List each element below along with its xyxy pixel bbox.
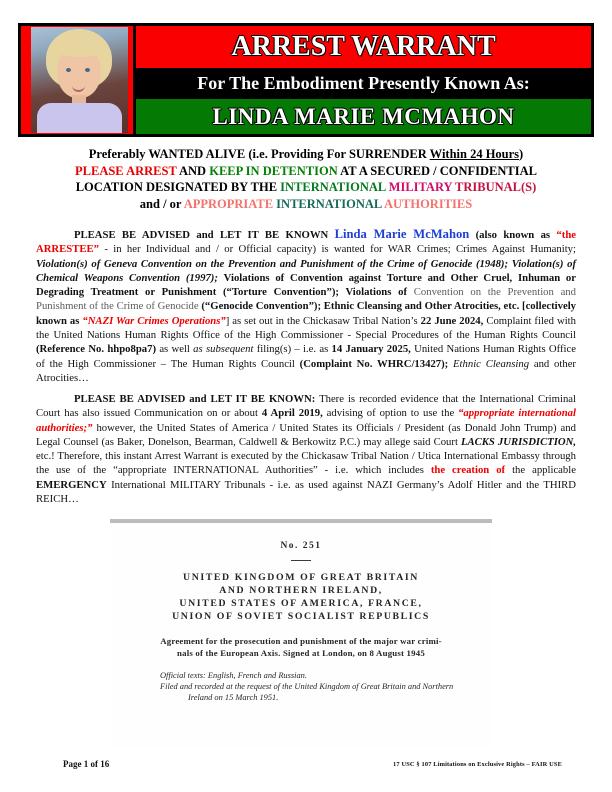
text-run: AND: [176, 163, 210, 178]
text-run: PLEASE ARREST: [75, 163, 177, 178]
portrait-eye-left: [66, 68, 71, 72]
text-run: etc.! Therefore, this instant Arrest Warrant is executed by the Chickasaw Tribal Nation / Utica International Embassy through the use of the “appropriate INTERNATIONAL Authorities” - i.e. which includes: [36, 450, 576, 477]
london-agreement-scan: [110, 519, 492, 747]
arrestee-name: LINDA MARIE MCMAHON: [136, 99, 591, 134]
text-run: AT A SECURED / CONFIDENTIAL: [337, 163, 537, 178]
page-number: Page 1 of 16: [63, 759, 110, 769]
country-line: AND NORTHERN IRELAND,: [219, 585, 383, 596]
portrait-blazer: [37, 103, 122, 133]
notice-line-2: [0, 163, 612, 180]
scan-top-edge: [110, 519, 492, 523]
scan-signatory-countries: [110, 571, 492, 623]
official-line: Official texts: English, French and Russian.: [160, 671, 307, 680]
warrant-title: ARREST WARRANT: [136, 26, 591, 68]
text-run: “the ARRESTEE”: [36, 229, 577, 256]
text-run: INTERNATIONAL: [276, 196, 382, 211]
text-run: and / or: [139, 196, 184, 211]
text-run: as subsequent: [193, 343, 257, 356]
text-run: Convention on the Prevention and Punishment of the Crime of Genocide: [36, 286, 576, 313]
notice-line-3: [0, 179, 612, 196]
text-run: PLEASE BE ADVISED and LET IT BE KNOWN:: [74, 393, 316, 405]
scan-document-number: No. 251: [280, 541, 322, 551]
text-run: AUTHORITIES: [383, 196, 473, 211]
advisory-paragraph-1: [36, 227, 576, 385]
text-run: filing(s) – i.e. as: [256, 343, 332, 356]
country-line: UNITED KINGDOM OF GREAT BRITAIN: [183, 572, 419, 583]
text-run: United Nations Human Rights Office of the High Commissioner – The Human Rights Council: [36, 343, 577, 370]
official-line: Ireland on 15 March 1951.: [188, 693, 279, 702]
text-run: EMERGENCY: [36, 478, 107, 491]
text-run: There is recorded evidence that the International Criminal Court has also issued Communication on or about: [36, 393, 576, 420]
text-run: INTERNATIONAL: [280, 180, 386, 195]
text-run: Ethnic Cleansing: [453, 357, 534, 370]
text-run: “appropriate international authorities;”: [36, 407, 576, 434]
text-run: LACKS JURISDICTION,: [460, 435, 576, 448]
text-run: (also known as: [469, 229, 557, 241]
text-run: ): [519, 147, 524, 161]
agreement-line: nals of the European Axis. Signed at London, on 8 August 1945: [177, 647, 425, 658]
text-run: KEEP IN DETENTION: [209, 163, 338, 178]
text-run: the applicable: [505, 464, 576, 477]
header-bands: [136, 26, 591, 134]
portrait-hair-fringe: [53, 39, 105, 57]
text-run: TRIBUNAL(S): [455, 180, 537, 195]
photo-panel: [21, 26, 136, 134]
text-run: advising of option to use the: [322, 407, 459, 420]
text-run: the creation of: [430, 464, 506, 477]
warrant-header-banner: [18, 23, 594, 137]
scan-official-texts: [160, 670, 492, 703]
text-run: MILITARY: [388, 180, 453, 195]
text-run: PLEASE BE ADVISED and LET IT BE KNOWN: [74, 229, 335, 241]
country-line: UNITED STATES OF AMERICA, FRANCE,: [179, 598, 423, 609]
arrestee-portrait-photo: [31, 27, 128, 133]
text-run: Preferably WANTED ALIVE (i.e. Providing For SURRENDER: [88, 147, 430, 161]
text-run: Violations of Convention against Torture and Other Cruel, Inhuman or Degrading Treatment or Punishment (“Torture Convention”); Violations of: [36, 271, 576, 299]
text-run: APPROPRIATE: [183, 196, 274, 211]
text-run: Complaint filed with the United Nations Human Rights Office of the High Commissioner - Special Procedures of the Human Rights Council: [36, 314, 576, 342]
fair-use-note: 17 USC § 107 Limitations on Exclusive Rights – FAIR USE: [393, 761, 562, 768]
warrant-subtitle: For The Embodiment Presently Known As:: [136, 68, 591, 99]
text-run: (Complaint No. WHRC/13427);: [299, 357, 454, 370]
text-run: International MILITARY Tribunals - i.e. as used against NAZI Germany’s Adolf Hitler and the THIRD REICH…: [36, 478, 576, 506]
text-run: LOCATION DESIGNATED BY THE: [75, 180, 281, 195]
text-run: 4 April 2019,: [261, 407, 323, 420]
text-run: however, the United States of America / United States its Officials / President (as Donald John Trump) and Legal Counsel (as Baker, Donelson, Bearman, Caldwell & Berkowitz P.C.) may allege said Court: [36, 421, 576, 448]
text-run: Linda Marie McMahon: [334, 227, 470, 241]
text-run: 14 January 2025,: [331, 343, 411, 356]
agreement-line: Agreement for the prosecution and punishment of the major war crimi-: [160, 636, 442, 646]
text-run: and other Atrocities…: [36, 357, 576, 384]
scan-divider-rule: [291, 560, 311, 561]
text-run: Within 24 Hours: [429, 147, 520, 161]
text-run: (Reference No. hhpo8pa7): [36, 343, 157, 356]
wanted-notice-block: [0, 146, 612, 212]
scan-agreement-title: [110, 636, 492, 659]
text-run: - in her Individual and / or Official capacity) is wanted for WAR Crimes; Crimes Against Humanity;: [98, 243, 576, 256]
notice-line-1: [0, 146, 612, 163]
text-run: (“Genocide Convention”); Ethnic Cleansing and Other Atrocities, etc. [collectively known as: [36, 300, 577, 327]
text-run: ] as set out in the Chickasaw Tribal Nation’s: [225, 314, 421, 327]
text-run: Violation(s) of Geneva Convention on the Prevention and Punishment of the Crime of Genocide (1948); Violation(s) of Chemical Weapons Convention (1997);: [36, 257, 576, 284]
text-run: 22 June 2024,: [420, 314, 484, 327]
notice-line-4: [0, 196, 612, 213]
text-run: as well: [156, 343, 194, 356]
country-line: UNION OF SOVIET SOCIALIST REPUBLICS: [172, 611, 430, 622]
text-run: “NAZI War Crimes Operations”: [82, 314, 226, 327]
official-line: Filed and recorded at the request of the United Kingdom of Great Britain and Northern: [160, 682, 454, 691]
portrait-eye-right: [85, 68, 90, 72]
advisory-paragraph-2: [36, 392, 576, 506]
